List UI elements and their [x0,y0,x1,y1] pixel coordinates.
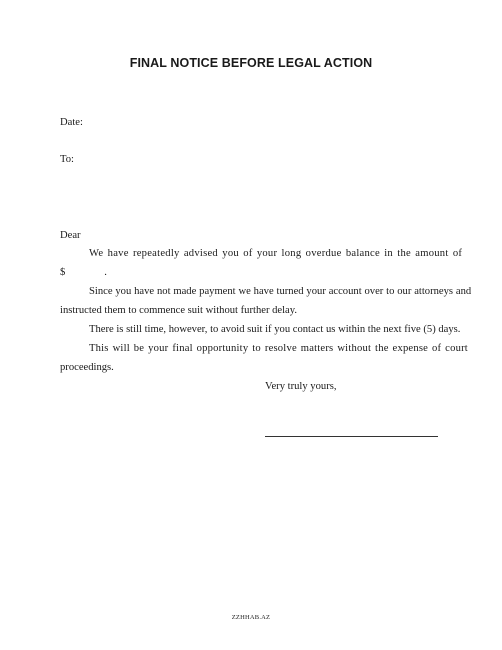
currency-symbol: $ [60,267,66,278]
footer-text: ZZHHAB.AZ [231,614,271,621]
date-label: Date: [60,117,83,128]
paragraph-4-line-2: proceedings. [60,362,114,373]
paragraph-2-line-2: instructed them to commence suit without further delay. [60,305,298,316]
paragraph-4-line-1: This will be your final opportunity to resolve matters without the expense of court [89,343,468,354]
closing: Very truly yours, [265,381,337,392]
paragraph-2-line-1: Since you have not made payment we have turned your account over to our attorneys and [89,286,472,297]
signature-line [265,436,438,437]
recipient-label: To: [60,154,74,165]
paragraph-1-line-1: We have repeatedly advised you of your long overdue balance in the amount of [89,248,463,259]
salutation: Dear [60,230,81,241]
letter-title: FINAL NOTICE BEFORE LEGAL ACTION [129,56,373,70]
paragraph-1-line-2 [60,266,107,279]
paragraph-3-line-1: There is still time, however, to avoid suit if you contact us within the next five (5) days. [89,324,461,335]
amount-end-period: . [104,267,107,278]
